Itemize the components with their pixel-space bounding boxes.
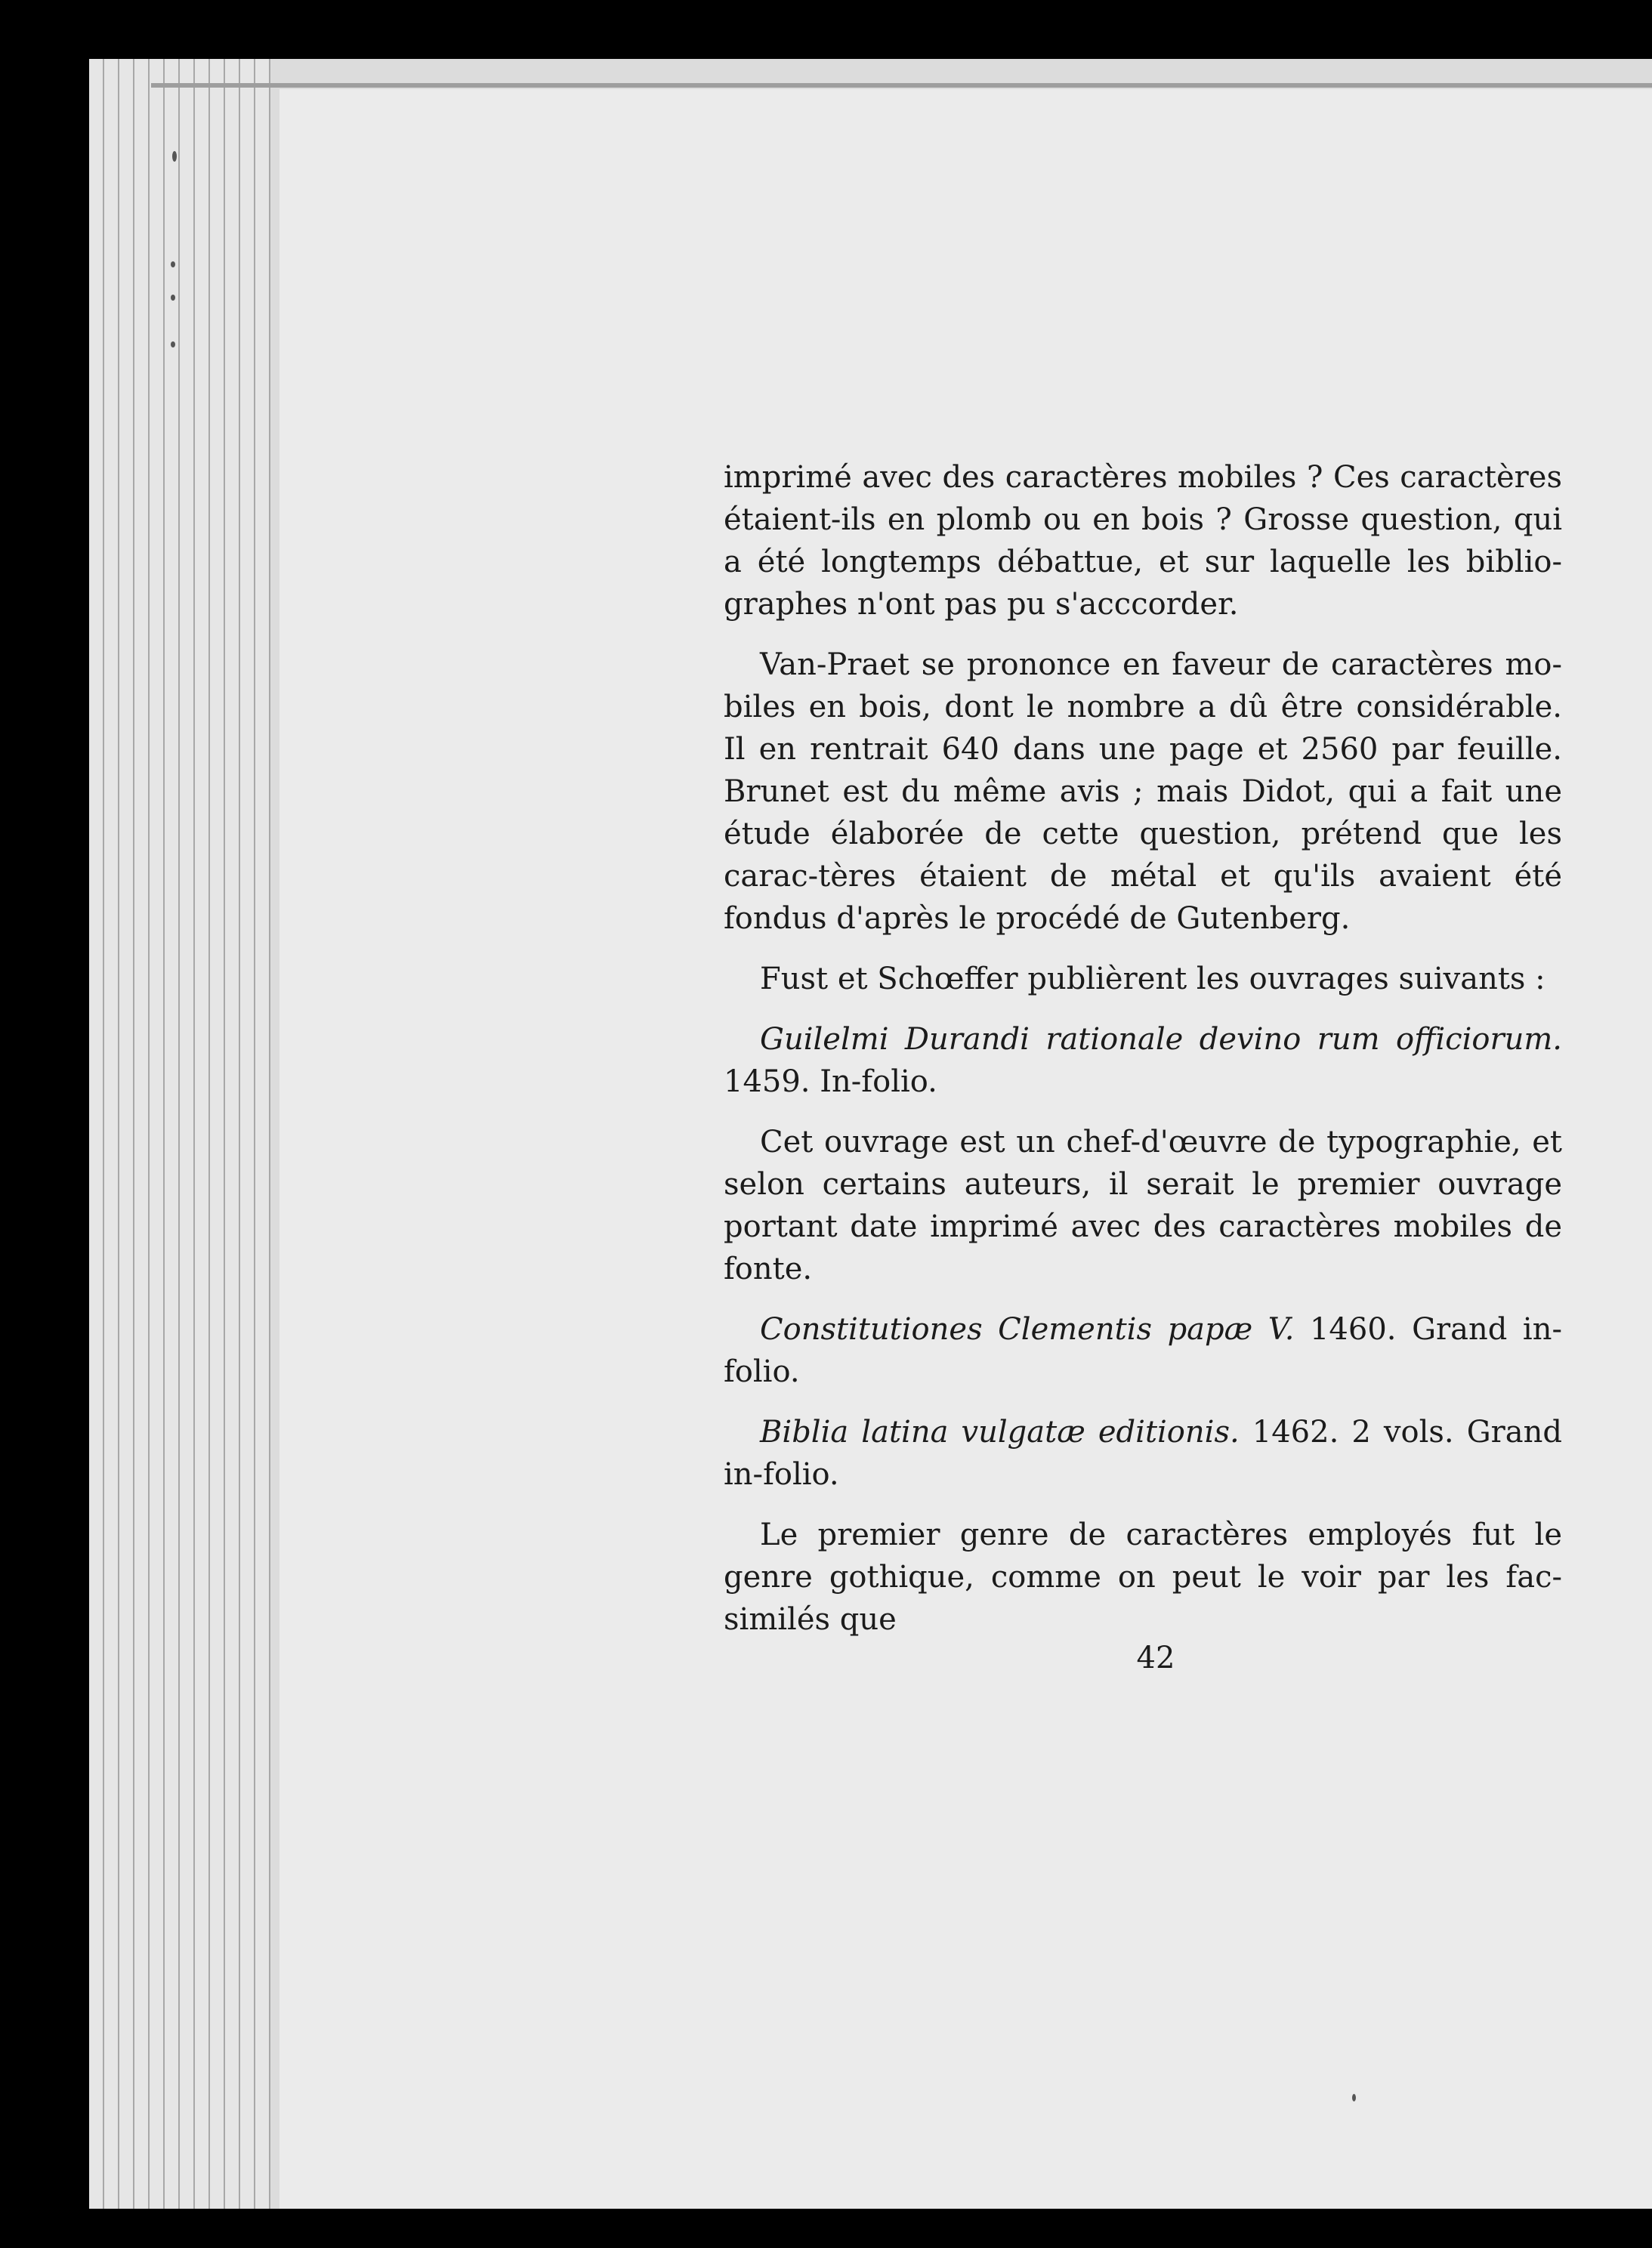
page-edge <box>255 59 270 2209</box>
ink-speck <box>171 261 175 267</box>
book-title: Constitutiones Clementis papæ V. <box>760 1312 1295 1347</box>
book-details: 1459. In-folio. <box>724 1064 937 1099</box>
page-edge <box>225 59 240 2209</box>
page-edge <box>89 59 104 2209</box>
book-title: Biblia latina vulgatæ editionis. <box>760 1415 1240 1450</box>
paragraph-8: Le premier genre de caractères employés fut le genre gothique, comme on peut le voir par les fac-similés que <box>724 1518 1562 1637</box>
page-edge <box>165 59 180 2209</box>
page-edge <box>195 59 210 2209</box>
page-edge <box>150 59 165 2209</box>
ink-speck <box>171 341 175 347</box>
page-number: 42 <box>1136 1641 1175 1675</box>
paragraph-2: Van-Praet se prononce en faveur de caractères mo-biles en bois, dont le nombre a dû être considérable. Il en rentrait 640 dans une page et 2560 par feuille. Brunet est du même avis ; mais Didot, qui a fait une étude élaborée de cette question, prétend que les carac-tères étaient de métal et qu'ils avaient été fondus d'après le procédé de Gutenberg. <box>724 647 1562 936</box>
paragraph-7 <box>724 1411 1562 1496</box>
paragraph-3: Fust et Schœffer publièrent les ouvrages suivants : <box>760 962 1545 996</box>
page-edge <box>134 59 150 2209</box>
body-text <box>724 456 1562 1659</box>
paragraph-1: imprimé avec des caractères mobiles ? Ces caractères étaient-ils en plomb ou en bois ? Grosse question, qui a été longtemps débattue, et sur laquelle les biblio-graphes n'ont pas pu s'acccorder. <box>724 460 1562 622</box>
ink-speck <box>1352 2094 1356 2101</box>
book-details: 1462. 2 vols. Grand in-folio. <box>724 1415 1562 1492</box>
page-edge <box>210 59 225 2209</box>
book-title: Guilelmi Durandi rationale devino rum officiorum. <box>760 1022 1562 1057</box>
book-details: 1460. Grand in-folio. <box>724 1312 1562 1389</box>
paragraph-5: Cet ouvrage est un chef-d'œuvre de typographie, et selon certains auteurs, il serait le premier ouvrage portant date imprimé avec des caractères mobiles de fonte. <box>724 1125 1562 1286</box>
page-edge <box>119 59 134 2209</box>
paragraph-4 <box>724 1018 1562 1103</box>
ink-speck <box>172 151 177 162</box>
paragraph-6 <box>724 1308 1562 1393</box>
ink-speck <box>171 295 175 301</box>
page-edge <box>104 59 119 2209</box>
page-top-edge <box>151 83 1652 88</box>
page-edge <box>240 59 255 2209</box>
page-edge <box>180 59 195 2209</box>
